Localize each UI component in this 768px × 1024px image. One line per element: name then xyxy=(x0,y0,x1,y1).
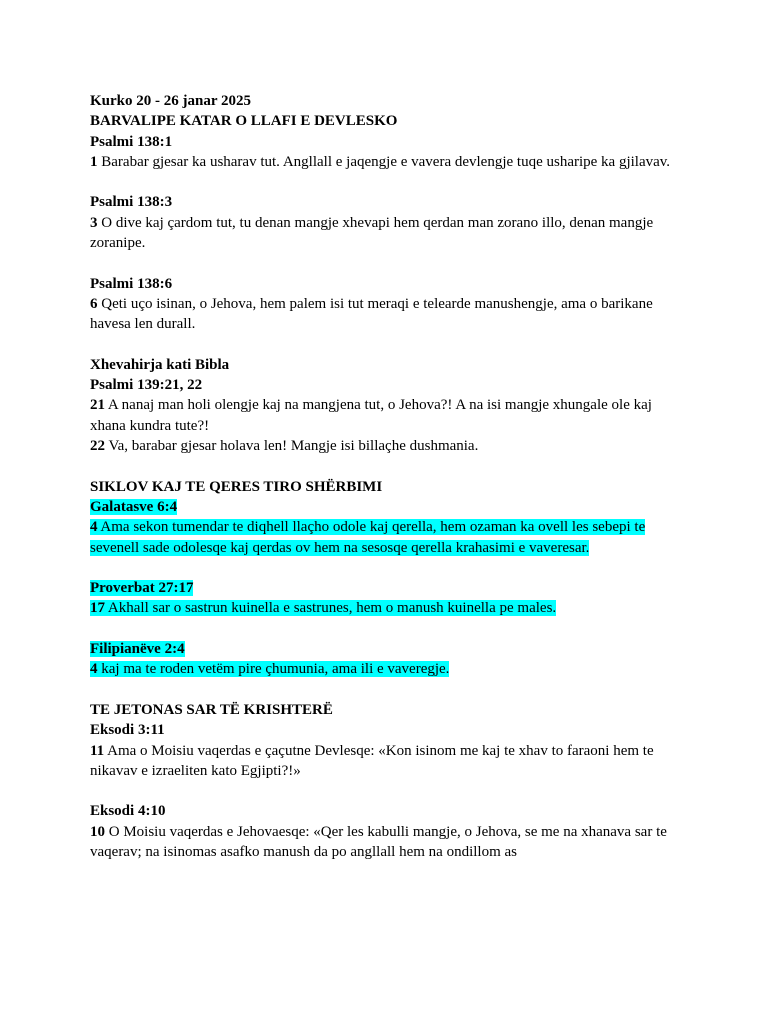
scripture-reference xyxy=(90,639,690,659)
verse-text xyxy=(90,395,690,436)
scripture-reference xyxy=(90,497,690,517)
verse-text xyxy=(90,152,690,172)
scripture-reference xyxy=(90,578,690,598)
verse-text xyxy=(90,517,690,558)
highlighted-verse xyxy=(90,519,645,555)
highlighted-reference: Filipianëve 2:4 xyxy=(90,641,185,658)
verse-number: 4 xyxy=(90,661,98,678)
scripture-reference: Eksodi 3:11 xyxy=(90,722,165,739)
scripture-reference: Eksodi 4:10 xyxy=(90,803,166,820)
verse-body: Akhall sar o sastrun kuinella e sastrunes, hem o manush kuinella pe males. xyxy=(105,600,557,617)
highlighted-reference: Galatasve 6:4 xyxy=(90,498,178,515)
verse-text xyxy=(90,741,690,782)
verse-number: 21 xyxy=(90,397,105,414)
verse-number: 22 xyxy=(90,438,105,455)
verse-text xyxy=(90,822,690,863)
verse-body: O dive kaj çardom tut, tu denan mangje xhevapi hem qerdan man zorano illo, denan mangje zoranipe. xyxy=(90,214,654,252)
verse-number: 1 xyxy=(90,153,98,170)
verse-number: 10 xyxy=(90,823,105,840)
verse-text xyxy=(90,436,690,456)
verse-number: 6 xyxy=(90,295,98,312)
verse-text xyxy=(90,294,690,335)
verse-body: Barabar gjesar ka usharav tut. Angllall e jaqengje e vavera devlengje tuqe usharipe ka gjilavav. xyxy=(97,153,671,170)
highlighted-reference: Proverbat 27:17 xyxy=(90,580,194,597)
section-title: Xhevahirja kati Bibla xyxy=(90,356,230,373)
verse-body: Ama o Moisiu vaqerdas e çaçutne Devlesqe: «Kon isinom me kaj te xhav to faraoni hem te nikavav e izraeliten kato Egjipti?!» xyxy=(90,742,654,779)
verse-body: kaj ma te roden vetëm pire çhumunia, ama ili e vaveregje. xyxy=(97,661,450,678)
verse-number: 4 xyxy=(90,519,98,536)
scripture-reference: Psalmi 138:1 xyxy=(90,133,173,150)
section-title: SIKLOV KAJ TE QERES TIRO SHËRBIMI xyxy=(90,478,383,495)
highlighted-verse xyxy=(90,661,449,677)
verse-body: Ama sekon tumendar te diqhell llaçho odole kaj qerella, hem ozaman ka ovell les sebepi te sevenell sade odolesqe kaj qerdas ov hem na sesosqe qerella krahasimi e vaveresar. xyxy=(90,519,646,556)
verse-number: 17 xyxy=(90,600,105,617)
section-title: TE JETONAS SAR TË KRISHTERË xyxy=(90,701,333,718)
scripture-reference: Psalmi 138:3 xyxy=(90,194,173,211)
section-title: BARVALIPE KATAR O LLAFI E DEVLESKO xyxy=(90,113,398,130)
scripture-reference: Psalmi 138:6 xyxy=(90,275,173,292)
verse-number: 3 xyxy=(90,214,98,231)
verse-body: O Moisiu vaqerdas e Jehovaesqe: «Qer les kabulli mangje, o Jehova, se me na xhanava sar te vaqerav; na isinomas asafko manush da po angllall hem na ondillom as xyxy=(90,823,667,860)
verse-body: Qeti uço isinan, o Jehova, hem palem isi tut meraqi e telearde manushengje, ama o barikane havesa len durall. xyxy=(90,295,653,333)
highlighted-verse xyxy=(90,600,556,616)
document-page xyxy=(90,91,690,862)
verse-body: Va, barabar gjesar holava len! Mangje isi billaçhe dushmania. xyxy=(105,438,479,455)
verse-text xyxy=(90,659,690,679)
verse-body: A nanaj man holi olengje kaj na mangjena tut, o Jehova?! A na isi mangje xhungale ole kaj xhana kundra tute?! xyxy=(90,397,652,434)
verse-text xyxy=(90,598,690,618)
scripture-reference: Psalmi 139:21, 22 xyxy=(90,377,203,394)
verse-text xyxy=(90,213,690,254)
week-line: Kurko 20 - 26 janar 2025 xyxy=(90,93,251,109)
verse-number: 11 xyxy=(90,742,105,759)
